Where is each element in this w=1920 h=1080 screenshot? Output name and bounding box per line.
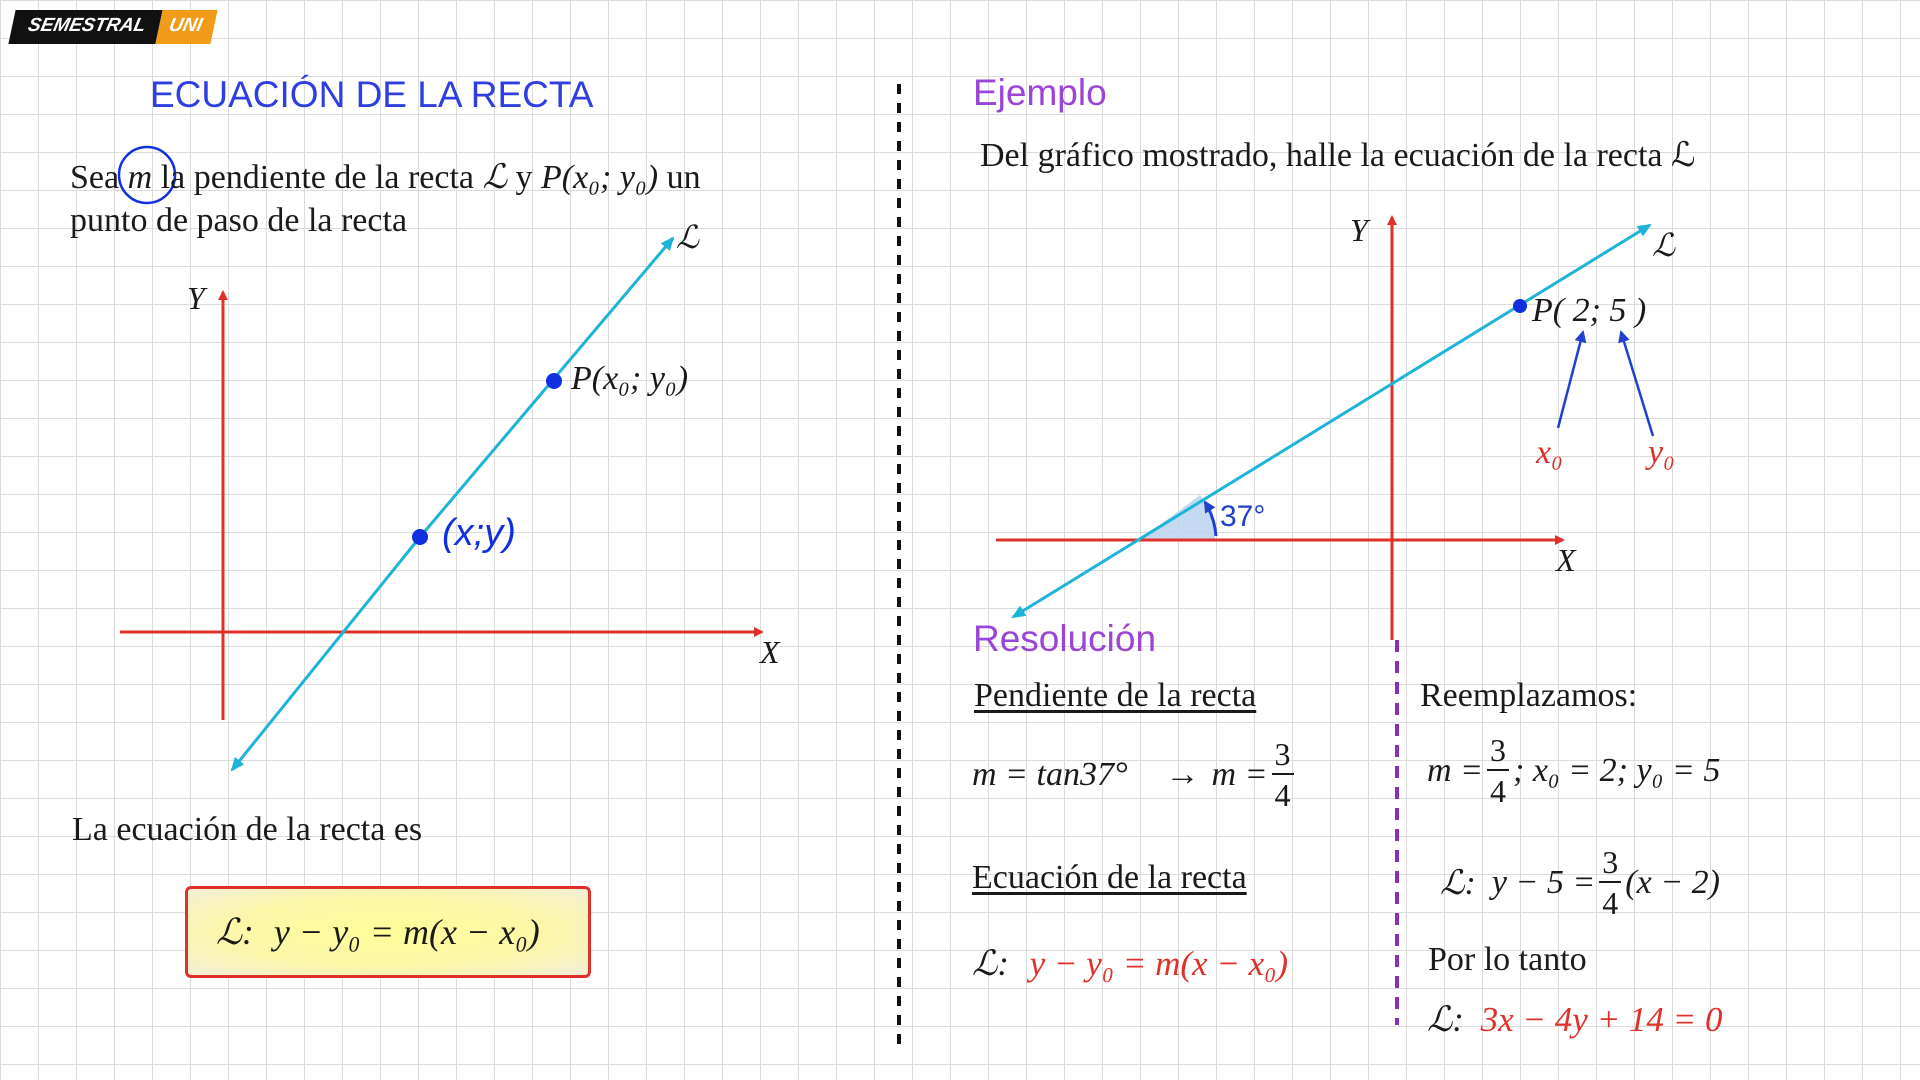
sub-prefix: ℒ: (1440, 864, 1476, 902)
intro-part2: la pendiente de la recta (152, 159, 483, 196)
substitution-row (1440, 846, 1720, 919)
equation-intro: La ecuación de la recta es (72, 811, 423, 848)
intro-text (70, 156, 830, 242)
slope-lhs: m = (1211, 755, 1268, 793)
brand-semestral: SEMESTRAL (8, 10, 162, 44)
left-y-axis-label: Y (187, 280, 205, 316)
final-equation-row (1427, 1000, 1723, 1040)
brand-uni: UNI (156, 10, 218, 44)
slope-heading: Pendiente de la recta (974, 677, 1257, 714)
right-point-p (1513, 299, 1527, 313)
intro-m: m (127, 159, 153, 196)
right-graph (996, 217, 1653, 640)
angle-label: 37° (1220, 500, 1266, 533)
right-line-label: ℒ (1652, 227, 1676, 263)
equation-body: y − y₀ = m(x − x₀) (1029, 944, 1289, 983)
equation-row (972, 944, 1288, 984)
intro-part1: Sea (70, 159, 128, 196)
y0-pointer (1621, 332, 1653, 436)
sub-rhs: (x − 2) (1625, 863, 1720, 901)
slope-den: 4 (1274, 777, 1291, 813)
formula-box (185, 886, 591, 978)
left-line-label: ℒ (676, 219, 700, 255)
formula-body: y − y₀ = m(x − x₀) (273, 912, 540, 952)
right-x-axis-label: X (1556, 542, 1576, 578)
replace-m-fraction (1487, 734, 1509, 807)
right-line-lower (1013, 385, 1390, 617)
intro-part3: y (507, 159, 542, 196)
page-title: ECUACIÓN DE LA RECTA (150, 74, 594, 115)
slope-num: 3 (1272, 738, 1294, 775)
x0-pointer (1558, 332, 1583, 428)
replace-rest: ; x₀ = 2; y₀ = 5 (1513, 751, 1721, 789)
final-equation: 3x − 4y + 14 = 0 (1480, 1000, 1723, 1039)
right-point-label: P( 2; 5 ) (1532, 292, 1647, 329)
equation-prefix: ℒ: (972, 944, 1009, 983)
sub-lhs: y − 5 = (1491, 863, 1596, 901)
sub-num: 3 (1599, 846, 1621, 883)
left-line-lower (232, 537, 420, 770)
example-statement: Del gráfico mostrado, halle la ecuación de la recta ℒ (980, 137, 1696, 174)
replace-m-num: 3 (1487, 734, 1509, 771)
y0-label: y₀ (1648, 434, 1675, 471)
intro-L: ℒ (482, 159, 508, 196)
intro-line2: punto de paso de la recta (70, 202, 408, 239)
left-x-axis-label: X (760, 634, 780, 670)
final-prefix: ℒ: (1427, 1000, 1464, 1039)
formula-prefix: ℒ: (216, 912, 254, 952)
left-point-xy (412, 529, 428, 545)
right-y-axis-label: Y (1350, 212, 1368, 248)
equation-heading: Ecuación de la recta (972, 859, 1247, 896)
slope-expr: m = tan37° (972, 755, 1128, 793)
intro-part4: un (658, 159, 701, 196)
left-point-p (546, 373, 562, 389)
slope-row (972, 738, 1298, 811)
sub-fraction (1599, 846, 1621, 919)
resolution-title: Resolución (973, 618, 1157, 659)
replace-m-lhs: m = (1427, 751, 1483, 789)
slope-fraction (1272, 738, 1294, 811)
left-point-label: P(x₀; y₀) (571, 360, 689, 397)
replace-m-den: 4 (1490, 773, 1506, 809)
replace-values-row (1427, 734, 1720, 807)
handwritten-point-label: (x;y) (442, 512, 516, 554)
conclusion-text: Por lo tanto (1428, 941, 1587, 978)
x0-label: x₀ (1536, 434, 1563, 471)
replace-heading: Reemplazamos: (1420, 677, 1638, 714)
sub-den: 4 (1602, 885, 1619, 921)
example-title: Ejemplo (973, 72, 1107, 113)
slope-arrow: → (1165, 755, 1200, 793)
intro-point: P(x₀; y₀) (541, 159, 659, 196)
